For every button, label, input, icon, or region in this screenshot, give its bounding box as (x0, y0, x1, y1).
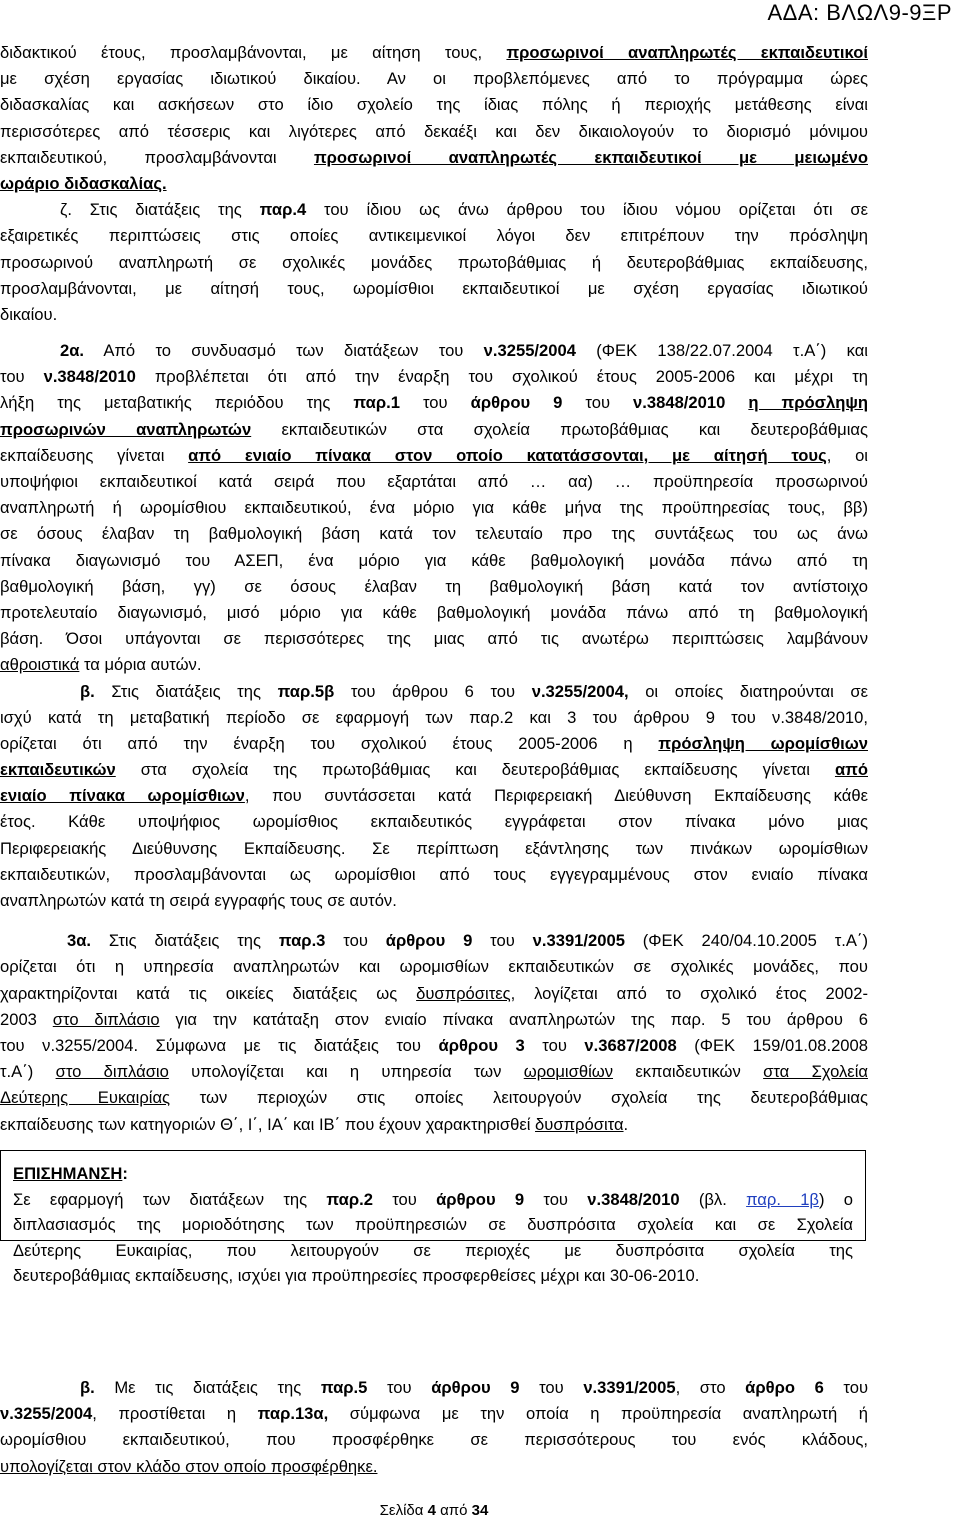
text-line: του ν.3848/2010 προβλέπεται ότι από την έναρξη του σχολικού έτους 2005-2006 και μέχρι τη (0, 367, 868, 387)
text-line: προσωρινών αναπληρωτών εκπαιδευτικών στα σχολεία πρωτοβάθμιας και δευτεροβάθμιας (0, 419, 869, 439)
text-line: αθροιστικά τα μόρια αυτών. (0, 655, 202, 675)
text-line: δικαίου. (0, 304, 58, 324)
text-line: Σε εφαρμογή των διατάξεων της παρ.2 του άρθρου 9 του ν.3848/2010 (βλ. παρ. 1β) ο (13, 1189, 854, 1209)
text-line: υπολογίζεται στον κλάδο στον οποίο προσφέρθηκε. (0, 1456, 378, 1476)
text-line: με σχέση εργασίας ιδιωτικού δικαίου. Αν οι προβλεπόμενες από το πρόγραμμα ώρες (0, 69, 868, 89)
text-line: διδακτικού έτους, προσλαμβάνονται, με αίτηση τους, προσωρινοί αναπληρωτές εκπαιδευτικοί (0, 43, 868, 62)
text-line: εξαιρετικές περιπτώσεις στις οποίες αντικειμενικοί λόγοι δεν επιτρέπουν την πρόσληψη (0, 226, 868, 246)
text-line: Δεύτερης Ευκαιρίας των περιοχών στις οποίες λειτουργούν σχολεία της δευτεροβάθμιας (0, 1088, 868, 1108)
text-line: ζ. Στις διατάξεις της παρ.4 του ίδιου ως άνω άρθρου του ίδιου νόμου ορίζεται ότι σε (60, 200, 868, 220)
text-line: εκπαίδευσης των κατηγοριών Θ΄, Ι΄, ΙΑ΄ και ΙΒ΄ που έχουν χαρακτηρισθεί δυσπρόσιτα. (0, 1114, 629, 1134)
text-line: προτελευταίο διαγωνισμό, μισό μόριο για κάθε βαθμολογική μονάδα πάνω από τη βαθμολογική (0, 602, 868, 622)
text-line: ισχύ κατά τη μεταβατική περίοδο σε εφαρμογή των παρ.2 και 3 του άρθρου 9 του ν.3848/2010, (0, 707, 868, 727)
ada-code: ΑΔΑ: ΒΛΩΛ9-9ΞΡ (767, 0, 952, 25)
text-line: β. Με τις διατάξεις της παρ.5 του άρθρου 9 του ν.3391/2005, στο άρθρο 6 του (80, 1378, 869, 1397)
text-line: διπλασιασμός της μοριοδότησης των προϋπηρεσιών σε δυσπρόσιτα σχολεία και σε Σχολεία (13, 1215, 853, 1234)
note-box (0, 1150, 866, 1285)
text-line: τ.Α΄) στο διπλάσιο υπολογίζεται και η υπηρεσία των ωρομισθίων εκπαιδευτικών στα Σχολεία (0, 1062, 868, 1082)
text-line: ν.3255/2004, προστίθεται η παρ.13α, σύμφωνα με την οποία η προϋπηρεσία αναπληρωτή ή (0, 1404, 868, 1424)
text-line: ενιαίο πίνακα ωρομίσθιων, που συντάσσεται κατά Περιφερειακή Διεύθυνση Εκπαίδευσης κάθε (0, 786, 869, 806)
text-line: περισσότερες από τέσσερις και λιγότερες από δεκαέξι και δεν δικαιολογούν το διορισμό μόνιμου (0, 121, 868, 141)
text-line: δευτεροβάθμιας εκπαίδευσης, ισχύει για προϋπηρεσίες προσφερθείσες μέχρι και 30-06-2010. (13, 1266, 700, 1285)
text-line: έτος. Κάθε υποψήφιος ωρομίσθιος εκπαιδευτικός εγγράφεται στον πίνακα μόνο μιας (0, 812, 868, 832)
text-line: σε όσους έλαβαν τη βαθμολογική βάση κατά τον τελευταίο προ της συντάξεως του ως άνω (0, 524, 868, 544)
text-line: ορίζεται ότι από την έναρξη του σχολικού έτους 2005-2006 η πρόσληψη ωρομίσθιων (0, 733, 868, 753)
text-line: βαθμολογική βάση, γγ) σε όσους έλαβαν τη βαθμολογική βάση κατά τον αντίστοιχο (0, 576, 868, 596)
text-line: αναπληρωτών κατά τη σειρά εγγραφής τους σε αυτόν. (0, 891, 397, 910)
document-body (0, 40, 868, 1138)
text-line: 2003 στο διπλάσιο για την κατάταξη στον ενιαίο πίνακα αναπληρωτών της παρ. 5 του άρθρου 6 (0, 1009, 868, 1029)
text-line: Δεύτερης Ευκαιρίας, που λειτουργούν σε περιοχές με δυσπρόσιτα σχολεία της (13, 1240, 853, 1260)
text-line: εκπαιδευτικών, προσλαμβάνονται ως ωρομίσθιοι από τους εγγεγραμμένους στον ενιαίο πίνακα (0, 864, 868, 884)
text-line: β. Στις διατάξεις της παρ.5β του άρθρου 6 του ν.3255/2004, οι οποίες διατηρούνται σε (80, 681, 869, 701)
text-line: αναπληρωτή ή ωρομίσθιου εκπαιδευτικού, ένα μόριο για κάθε μήνα της προϋπηρεσίας τους, ββ) (0, 498, 868, 518)
text-line: του ν.3255/2004. Σύμφωνα με τις διατάξεις του άρθρου 3 του ν.3687/2008 (ΦΕΚ 159/01.08.2008 (0, 1035, 868, 1055)
text-line: προσωρινού αναπληρωτή σε σχολικές μονάδες πρωτοβάθμιας ή δευτεροβάθμιας εκπαίδευσης, (0, 252, 868, 272)
text-line: εκπαίδευσης γίνεται από ενιαίο πίνακα στον οποίο κατατάσσονται, με αίτησή τους, οι (0, 445, 868, 465)
text-line: ωράριο διδασκαλίας. (0, 173, 167, 193)
page-footer: Σελίδα 4 από 34 (379, 1502, 489, 1519)
text-line: διδασκαλίας και ασκήσεων στο ίδιο σχολείο της ίδιας πόλης ή περιοχής μετάθεσης είναι (0, 95, 868, 115)
text-line: ορίζεται ότι η υπηρεσία αναπληρωτών και ωρομισθίων εκπαιδευτικών σε σχολικές μονάδες, που (0, 957, 868, 977)
text-line: υποψήφιοι εκπαιδευτικοί κατά σειρά που εξαρτάται από … αα) … προϋπηρεσία προσωρινού (0, 472, 868, 491)
text-line: ωρομίσθιου εκπαιδευτικού, που προσφέρθηκε σε περισσότερους του ενός κλάδους, (0, 1430, 868, 1450)
text-line: λήξη της μεταβατικής περιόδου της παρ.1 του άρθρου 9 του ν.3848/2010 η πρόσληψη (0, 393, 868, 413)
text-line: εκπαιδευτικών στα σχολεία της πρωτοβάθμιας και δευτεροβάθμιας εκπαίδευσης γίνεται από (0, 760, 868, 780)
text-line: προσλαμβάνονται, με αίτησή τους, ωρομίσθιοι εκπαιδευτικοί με σχέση εργασίας ιδιωτικού (0, 278, 868, 298)
text-line: 3α. Στις διατάξεις της παρ.3 του άρθρου 9 του ν.3391/2005 (ΦΕΚ 240/04.10.2005 τ.Α΄) (67, 931, 869, 951)
reference-link[interactable]: παρ. 1β (746, 1189, 819, 1209)
text-line: βάση. Όσοι υπάγονται σε περισσότερες της μιας από τις ανωτέρω περιπτώσεις λαμβάνουν (0, 629, 868, 649)
note-title: ΕΠΙΣΗΜΑΝΣΗ: (13, 1164, 128, 1183)
text-line: εκπαιδευτικού, προσλαμβάνονται προσωρινοί αναπληρωτές εκπαιδευτικοί με μειωμένο (0, 147, 868, 167)
text-line: πίνακα διαγωνισμό του ΑΣΕΠ, ένα μόριο για κάθε βαθμολογική μονάδα πάνω από τη (0, 550, 868, 570)
text-line: 2α. Από το συνδυασμό των διατάξεων του ν.3255/2004 (ΦΕΚ 138/22.07.2004 τ.Α΄) και (60, 341, 868, 361)
text-line: Περιφερειακής Διεύθυνσης Εκπαίδευσης. Σε περίπτωση εξάντλησης των πινάκων ωρομίσθιων (0, 838, 868, 858)
text-line: χαρακτηρίζονται κατά τις οικείες διατάξεις ως δυσπρόσιτες, λογίζεται από το σχολικό έτος 2002- (0, 983, 868, 1003)
paragraph-6 (0, 1375, 868, 1480)
